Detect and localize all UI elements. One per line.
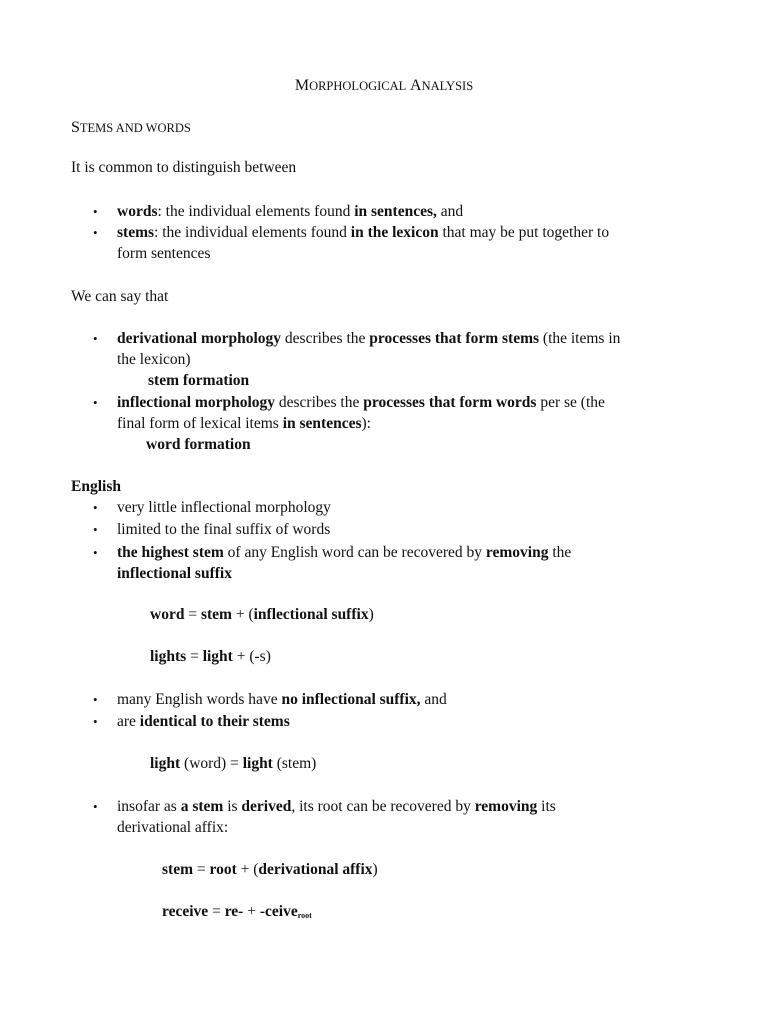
bullet-icon: • [93, 225, 98, 240]
heading-english: English [71, 478, 121, 495]
bullet-icon: • [93, 692, 98, 707]
equation: receive = re- + -ceive$_{root}$ [162, 903, 312, 920]
list-item-continuation: form sentences [117, 245, 211, 262]
list-item: inflectional morphology describes the processes that form words per se (the [117, 394, 605, 411]
bullet-icon: • [93, 395, 98, 410]
section-heading: STEMS AND WORDS [71, 119, 191, 136]
equation: lights = light + (-s) [150, 648, 271, 665]
bullet-icon: • [93, 545, 98, 560]
list-item-continuation: the lexicon) [117, 351, 191, 368]
sub-term: word formation [146, 436, 251, 453]
list-item: insofar as a stem is derived, its root can be recovered by removing its [117, 798, 556, 815]
list-item-continuation: final form of lexical items in sentences): [117, 415, 371, 432]
sub-term: stem formation [148, 372, 250, 389]
intro-paragraph: It is common to distinguish between [71, 159, 297, 176]
equation: word = stem + (inflectional suffix) [150, 606, 374, 623]
list-item: are identical to their stems [117, 713, 290, 730]
list-item: stems: the individual elements found in the lexicon that may be put together to [117, 224, 610, 241]
bullet-icon: • [93, 204, 98, 219]
equation: light (word) = light (stem) [150, 755, 317, 772]
bullet-icon: • [93, 500, 98, 515]
list-item: the highest stem of any English word can be recovered by removing the [117, 544, 572, 561]
paragraph: We can say that [71, 288, 169, 305]
list-item: derivational morphology describes the processes that form stems (the items in [117, 330, 621, 347]
bullet-icon: • [93, 331, 98, 346]
bullet-icon: • [93, 714, 98, 729]
bullet-icon: • [93, 522, 98, 537]
list-item-continuation: derivational affix: [117, 819, 229, 836]
bullet-icon: • [93, 799, 98, 814]
list-item: words: the individual elements found in sentences, and [117, 203, 464, 220]
list-item: very little inflectional morphology [117, 499, 331, 516]
list-item: limited to the final suffix of words [117, 521, 331, 538]
list-item-continuation: inflectional suffix [117, 565, 232, 582]
list-item: many English words have no inflectional suffix, and [117, 691, 447, 708]
page-title: MORPHOLOGICAL ANALYSIS [294, 77, 474, 94]
equation: stem = root + (derivational affix) [162, 861, 378, 878]
